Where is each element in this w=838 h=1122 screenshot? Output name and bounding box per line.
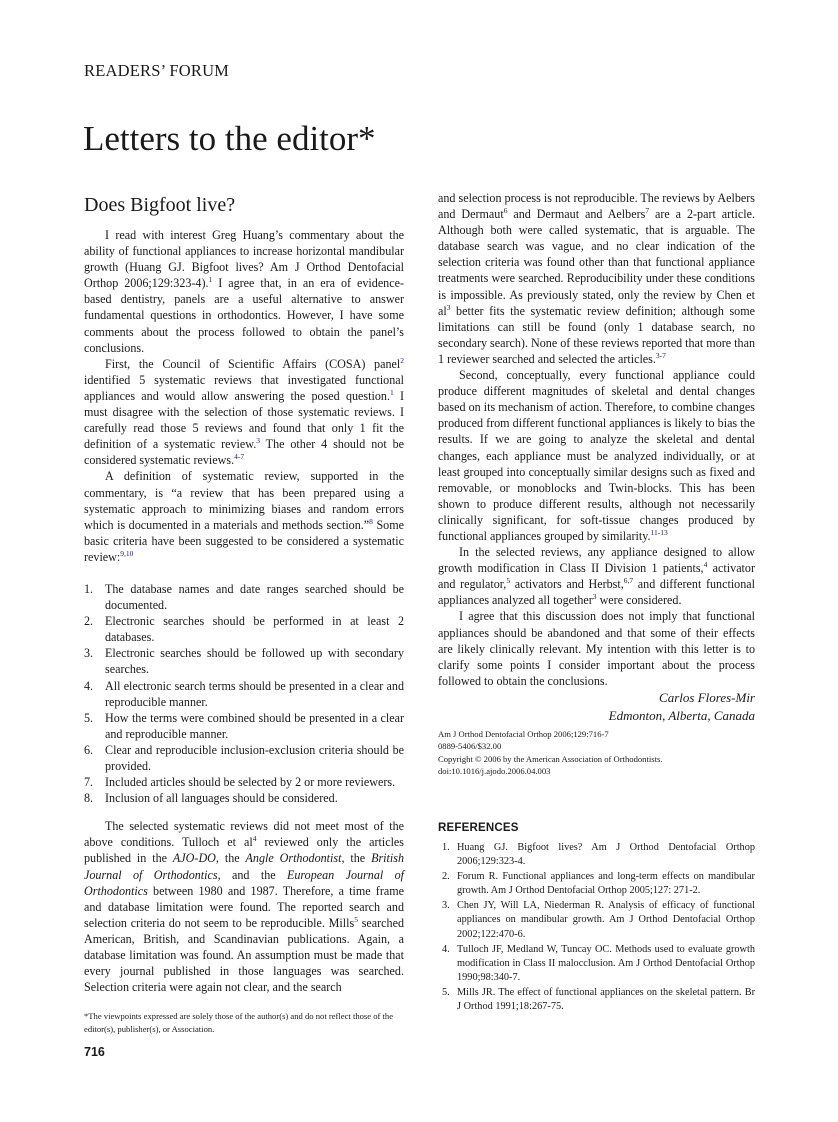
list-item: 7. Included articles should be selected by 2 or more reviewers. xyxy=(84,775,396,790)
citation-link[interactable]: 9,10 xyxy=(120,548,134,558)
paragraph-selected-reviews: The selected systematic reviews did not meet most of the above conditions. Tulloch et $al^4$ reviewed only the articles published in the AJO-DO, the Angle Orthodontist, the British Journal of Orthodontics, and the European Journal of Orthodontics between 1980 and 1987. Therefore, a time frame and database limitation were found. The reported search and selection criteria do not seem to be reproducible. Mills$^5$ searched American, British, and Scandinavian publications. Again, a database limitation was found. An assumption must be made that every journal published in those languages was searched. Selection criteria were again not clear, and the search xyxy=(84,819,405,995)
references-list xyxy=(442,841,755,1015)
reference-item[interactable]: 5. Mills JR. The effect of functional appliances on the skeletal pattern. Br J Orthod 1991;18:267-75. xyxy=(442,986,755,1013)
copyright: Copyright © 2006 by the American Association of Orthodontists. xyxy=(438,753,663,764)
footnote: *The viewpoints expressed are solely those of the author(s) and do not reflect those of the editor(s), publisher(s), or Association. xyxy=(84,1011,394,1034)
citation-link[interactable]: 4-7 xyxy=(234,452,245,462)
reference-item[interactable]: 2. Forum R. Functional appliances and long-term effects on mandibular growth. Am J Orthod Dentofacial Orthop 2005;127: 271-2. xyxy=(442,871,755,897)
citation-link[interactable]: 8 xyxy=(369,516,373,526)
author-location: Edmonton, Alberta, Canada xyxy=(608,707,755,723)
citation-link[interactable]: 1 xyxy=(208,275,213,285)
paragraph-intro: I read with interest Greg Huang’s commentary about the ability of functional appliances to increase horizontal mandibular growth (Huang GJ. Bigfoot lives? Am J Orthod Dentofacial Orthop 2006;129:323-4).$^1$ I agree that, in an era of evidence-based dentistry, panels are a useful alternative to answer fundamental questions in orthodontics. However, I have some comments about the process followed to obtain the panel’s conclusions. xyxy=(84,228,404,355)
right-column xyxy=(438,190,755,778)
paragraph-conclusion: I agree that this discussion does not imply that functional appliances should be abandoned and that some of their effects are likely clinically relevant. My intention with this letter is to clarify some points I consider important about the process followed to obtain the conclusions. xyxy=(438,609,755,688)
citation-link[interactable]: 6 xyxy=(503,206,508,216)
citation-link[interactable]: 1 xyxy=(389,387,394,397)
reference-item[interactable]: 4. Tulloch JF, Medland W, Tuncay OC. Methods used to evaluate growth modification in Class II malocclusion. Am J Orthod Dentofacial Orthop 1990;98:340-7. xyxy=(442,943,755,983)
citation-link[interactable]: 2 xyxy=(400,355,404,365)
citation-link[interactable]: 3 xyxy=(446,302,451,312)
list-item: 4. All electronic search terms should be presented in a clear and reproducible manner. xyxy=(84,678,404,709)
page-number: 716 xyxy=(84,1045,105,1059)
list-item: 1. The database names and date ranges searched should be documented. xyxy=(84,581,404,613)
reference-item[interactable]: 1. Huang GJ. Bigfoot lives? Am J Orthod Dentofacial Orthop 2006;129:323-4. xyxy=(442,842,755,868)
paragraph-appliances: In the selected reviews, any appliance designed to allow growth modification in Class II Division 1 patients,$^4$ activator and regulator,$^5$ activators and Herbst,$^{6,7}$ and different functional appliances analyzed all together$^3$ were considered. xyxy=(438,545,755,608)
list-item: 2. Electronic searches should be performed in at least 2 databases. xyxy=(84,614,404,645)
paragraph-cosa: First, the Council of Scientific Affairs (COSA) panel$^2$ identified 5 systematic reviews that investigated functional appliances and would allow answering the posed question.$^1$ I must disagree with the selection of those systematic reviews. I carefully read those 5 reviews and found that only 1 fit the definition of a systematic review.$^3$ The other 4 should not be considered systematic reviews.$^{4-7}$ xyxy=(84,355,404,468)
citation-link[interactable]: 3 xyxy=(256,436,260,446)
list-item: 8. Inclusion of all languages should be considered. xyxy=(84,791,338,806)
citation-link[interactable]: 3 xyxy=(592,592,597,602)
doi-link[interactable]: doi:10.1016/j.ajodo.2006.04.003 xyxy=(438,766,551,777)
paragraph-conceptual: Second, conceptually, every functional appliance could produce different magnitudes of skeletal and dental changes based on its mechanism of action. Therefore, to combine changes produced from different functional appliances is likely to bias the results. If we are going to analyze the skeletal and dental changes, each appliance must be analyzed individually, or at least grouped into conceptually similar designs such as fixed and removable, or monoblocks and Twin-blocks. This has been shown to produce different results, although not necessarily clinically significant, for soft-tissue changes produced by functional appliances grouped by similarity.$^{11-13}$ xyxy=(438,368,755,543)
left-column xyxy=(84,192,404,995)
author-name: Carlos Flores-Mir xyxy=(659,689,755,705)
section-label: READERS’ FORUM xyxy=(84,61,230,80)
citation-link[interactable]: 3-7 xyxy=(655,350,666,360)
citation-link[interactable]: 4 xyxy=(252,834,257,844)
list-item: 5. How the terms were combined should be presented in a clear and reproducible manner. xyxy=(84,710,404,741)
citation-link[interactable]: 5 xyxy=(354,914,358,924)
letter-title: Does Bigfoot live? xyxy=(84,194,236,216)
issn: 0889-5406/$32.00 xyxy=(438,741,502,752)
reference-item[interactable]: 3. Chen JY, Will LA, Niederman R. Analysis of efficacy of functional appliances on mandibular growth. Am J Orthod Dentofacial Orthop 2002;122:470-6. xyxy=(442,900,755,940)
list-item: 6. Clear and reproducible inclusion-exclusion criteria should be provided. xyxy=(84,742,404,773)
paragraph-continued: and selection process is not reproducible. The reviews by Aelbers and Dermaut$^6$ and Dermaut and Aelbers$^7$ are a 2-part article. Although both were called systematic, that is arguable. The database search was vague, and no clear indication of the selection criteria was found other than that functional appliance treatments were searched. Reproducibility under these conditions is impossible. As previously stated, only the review by Chen et $al^3$ better fits the systematic review definition; although some limitations can still be found (only 1 database search, no secondary search). None of these reviews reported that more than 1 reviewer searched and selected the articles.$^{3-7}$ xyxy=(438,191,756,366)
citation-link[interactable]: 5 xyxy=(506,576,511,586)
citation-link[interactable]: 7 xyxy=(645,206,650,216)
citation-link[interactable]: 6,7 xyxy=(623,576,634,586)
citation-link[interactable]: 4 xyxy=(703,560,708,570)
page-title: Letters to the editor* xyxy=(83,119,376,158)
citation-block xyxy=(438,728,755,778)
paragraph-definition: A definition of systematic review, supported in the commentary, is “a review that has been prepared using a systematic approach to minimizing biases and random errors which is documented in a materials and methods section.”$^8$ Some basic criteria have been suggested to be considered a systematic review:$^{9,10}$ xyxy=(84,469,404,564)
references-heading: REFERENCES xyxy=(438,822,519,834)
journal-citation: Am J Orthod Dentofacial Orthop 2006;129:716-7 xyxy=(438,728,609,739)
list-item: 3. Electronic searches should be followed up with secondary searches. xyxy=(84,646,404,677)
criteria-list xyxy=(84,581,404,806)
citation-link[interactable]: 11-13 xyxy=(650,527,668,537)
